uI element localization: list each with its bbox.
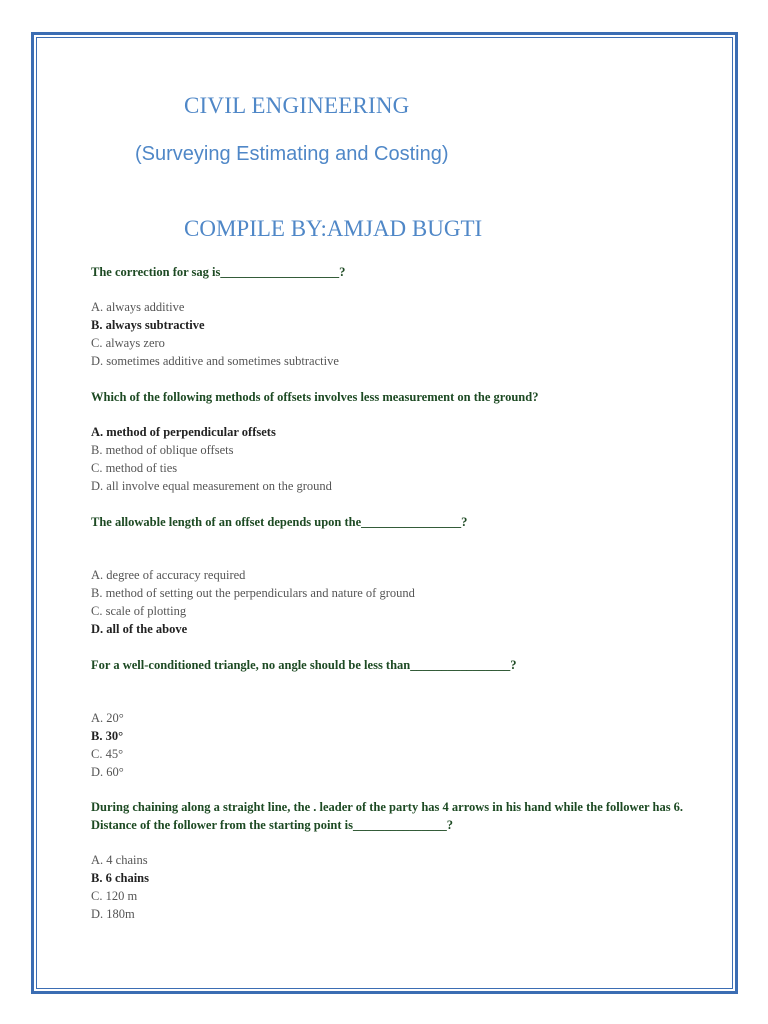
- document-title: CIVIL ENGINEERING: [184, 93, 410, 118]
- question-2-option-b: B. method of oblique offsets: [91, 443, 234, 457]
- question-3-options: [91, 566, 415, 638]
- question-5-option-a: A. 4 chains: [91, 853, 148, 867]
- question-5-option-c: C. 120 m: [91, 889, 138, 903]
- question-4-option-c: C. 45°: [91, 747, 124, 761]
- question-4-option-b: B. 30°: [91, 729, 124, 743]
- question-2-options: [91, 423, 332, 495]
- question-1-text: The correction for sag is___________________?: [91, 265, 346, 279]
- question-1-option-b: B. always subtractive: [91, 318, 205, 332]
- question-4-options: [91, 709, 124, 781]
- question-2-text: Which of the following methods of offsets involves less measurement on the ground?: [91, 390, 539, 404]
- document-subtitle: (Surveying Estimating and Costing): [135, 143, 449, 165]
- question-3-option-d: D. all of the above: [91, 622, 188, 636]
- question-2-option-a: A. method of perpendicular offsets: [91, 425, 276, 439]
- question-3-option-c: C. scale of plotting: [91, 604, 187, 618]
- question-4-text: For a well-conditioned triangle, no angle should be less than________________?: [91, 658, 517, 672]
- question-5-options: [91, 851, 149, 923]
- question-5-text: During chaining along a straight line, the . leader of the party has 4 arrows in his hand while the follower has 6. Distance of the follower from the starting point is_______________?: [91, 800, 684, 832]
- question-5-option-b: B. 6 chains: [91, 871, 150, 885]
- question-1-option-c: C. always zero: [91, 336, 165, 350]
- question-3-text: The allowable length of an offset depends upon the________________?: [91, 515, 468, 529]
- question-5-option-d: D. 180m: [91, 907, 135, 921]
- question-3-option-b: B. method of setting out the perpendiculars and nature of ground: [91, 586, 415, 600]
- question-1-options: [91, 298, 339, 370]
- question-3-option-a: A. degree of accuracy required: [91, 568, 246, 582]
- question-4-option-a: A. 20°: [91, 711, 124, 725]
- question-2-option-c: C. method of ties: [91, 461, 178, 475]
- question-1-option-d: D. sometimes additive and sometimes subtractive: [91, 354, 339, 368]
- question-1-option-a: A. always additive: [91, 300, 185, 314]
- question-2-option-d: D. all involve equal measurement on the ground: [91, 479, 332, 493]
- compiler-credit: COMPILE BY:AMJAD BUGTI: [184, 216, 483, 241]
- question-4-option-d: D. 60°: [91, 765, 124, 779]
